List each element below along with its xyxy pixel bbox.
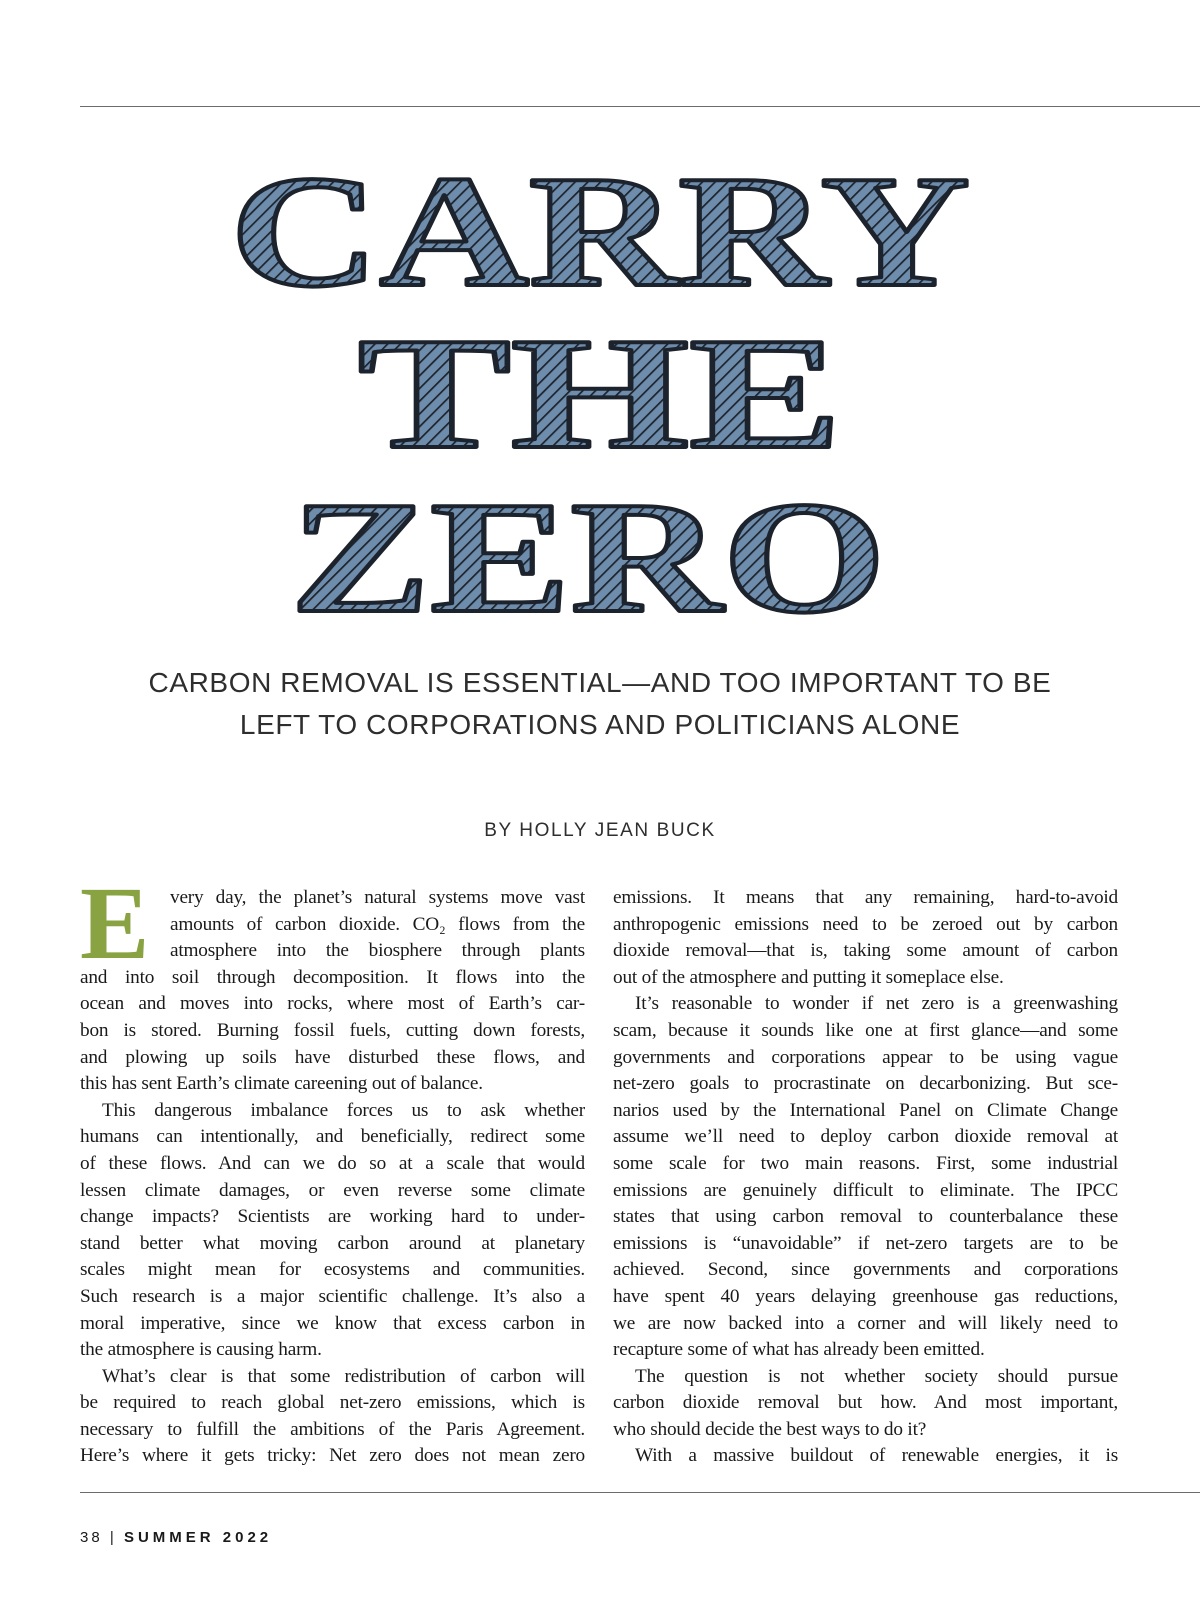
body-line: and into soil through decomposition. It flows into the [80,966,585,988]
title-line-the: THE [358,304,842,482]
body-line: change impacts? Scientists are working hard to under- [80,1206,585,1228]
body-line: ocean and moves into rocks, where most of Earth’s car- [80,993,585,1015]
body-line: who should decide the best ways to do it? [613,1418,927,1440]
body-line: the atmosphere is causing harm. [80,1339,322,1361]
body-line: anthropogenic emissions need to be zeroed out by carbon [613,913,1118,935]
body-line: It’s reasonable to wonder if net zero is a greenwashing [635,993,1118,1015]
article-title [0,145,1200,635]
body-line: recapture some of what has already been emitted. [613,1339,985,1361]
body-line: Such research is a major scientific challenge. It’s also a [80,1285,585,1307]
body-line: and plowing up soils have disturbed these flows, and [80,1046,585,1068]
body-line: lessen climate damages, or even reverse some climate [80,1179,585,1201]
top-rule [80,106,1200,107]
body-line: moral imperative, since we know that excess carbon in [80,1312,585,1334]
byline: BY HOLLY JEAN BUCK [484,820,716,841]
body-line: states that using carbon removal to counterbalance these [613,1206,1118,1228]
body-line: we are now backed into a corner and will likely need to [613,1312,1118,1334]
body-line: be required to reach global net-zero emissions, which is [80,1392,585,1414]
body-line: out of the atmosphere and putting it someplace else. [613,966,1004,988]
body-line: dioxide removal—that is, taking some amount of carbon [613,940,1118,962]
body-line: What’s clear is that some redistribution of carbon will [102,1365,585,1387]
body-line: carbon dioxide removal but how. And most important, [613,1392,1118,1414]
footer-separator: | [109,1529,117,1546]
issue-label: SUMMER 2022 [123,1529,273,1546]
body-line: governments and corporations appear to be using vague [613,1046,1118,1068]
body-line: achieved. Second, since governments and corporations [613,1259,1118,1281]
body-line: of these flows. And can we do so at a scale that would [80,1152,585,1174]
body-line: scam, because it sounds like one at first glance—and some [613,1019,1118,1041]
body-line: narios used by the International Panel on Climate Change [613,1099,1118,1121]
body-line: have spent 40 years delaying greenhouse gas reductions, [613,1285,1118,1307]
deck-line-2: LEFT TO CORPORATIONS AND POLITICIANS ALONE [239,709,961,740]
body-line: With a massive buildout of renewable energies, it is [635,1445,1118,1467]
body-line: emissions are genuinely difficult to eliminate. The IPCC [613,1179,1118,1201]
body-line: stand better what moving carbon around at planetary [80,1232,585,1254]
body-line: bon is stored. Burning fossil fuels, cutting down forests, [80,1019,585,1041]
body-line: Here’s where it gets tricky: Net zero does not mean zero [80,1445,585,1467]
body-line: humans can intentionally, and beneficially, redirect some [80,1126,585,1148]
bottom-rule [80,1492,1200,1493]
page-footer [80,1529,272,1546]
body-line: The question is not whether society should pursue [635,1365,1118,1387]
article-column-left [80,866,585,1470]
body-line: This dangerous imbalance forces us to ask whether [102,1099,585,1121]
body-line: assume we’ll need to deploy carbon dioxide removal at [613,1126,1118,1148]
drop-cap: E [80,866,150,981]
body-line: amounts of carbon dioxide. CO₂ flows from the [170,913,585,935]
body-line: emissions is “unavoidable” if net-zero targets are to be [613,1232,1118,1254]
page-number: 38 [80,1529,103,1546]
article-column-right [613,885,1118,1470]
body-line: this has sent Earth’s climate careening out of balance. [80,1073,483,1095]
body-line: necessary to fulfill the ambitions of the Paris Agreement. [80,1418,585,1440]
body-line: emissions. It means that any remaining, hard-to-avoid [613,887,1118,908]
body-line: scales might mean for ecosystems and communities. [80,1259,585,1281]
deck-line-1: CARBON REMOVAL IS ESSENTIAL—AND TOO IMPORTANT TO BE [148,667,1052,698]
body-line: very day, the planet’s natural systems move vast [170,887,585,908]
body-line: net-zero goals to procrastinate on decarbonizing. But sce- [613,1073,1118,1095]
body-line: atmosphere into the biosphere through plants [170,940,585,962]
title-line-carry: CARRY [230,145,970,320]
title-line-zero: ZERO [290,468,886,635]
body-line: some scale for two main reasons. First, some industrial [613,1152,1118,1174]
